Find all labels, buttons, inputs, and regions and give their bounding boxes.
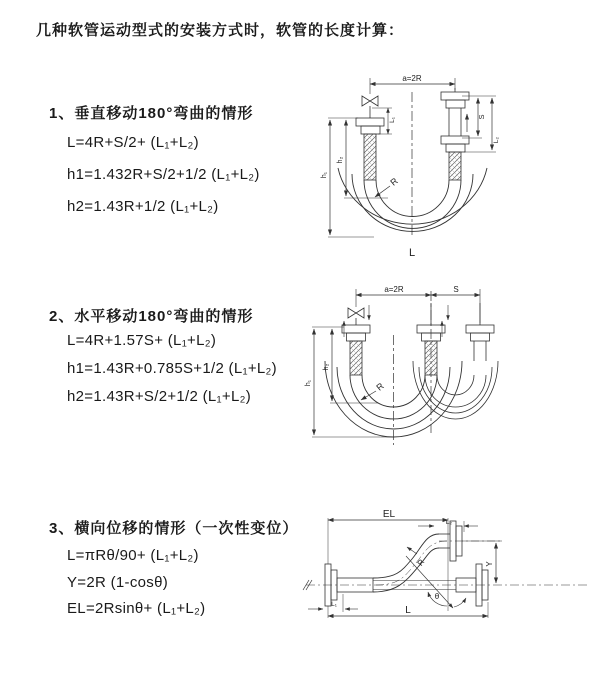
- page-title: 几种软管运动型式的安装方式时，软管的长度计算：: [36, 22, 405, 39]
- diagram-lateral-displacement: [298, 506, 598, 646]
- section1-heading: 1、垂直移动180°弯曲的情形: [49, 105, 254, 122]
- section3-formula-L: L=πRθ/90+ (L₁+L₂): [67, 547, 199, 564]
- dim-l2-label-3: L₂: [445, 519, 453, 526]
- section1-formula-h1: h1=1.432R+S/2+1/2 (L₁+L₂): [67, 166, 260, 183]
- radius-label-1: R: [388, 175, 400, 188]
- diagram-vertical-180-bend: [312, 70, 592, 262]
- diagram-horizontal-180-bend: [306, 283, 598, 463]
- radius-label-2: R: [374, 380, 386, 393]
- angle-theta-label-3: θ: [434, 592, 440, 601]
- dim-y-label-3: Y: [485, 561, 494, 567]
- section1-formula-L: L=4R+S/2+ (L₁+L₂): [67, 134, 199, 151]
- dim-s-label-2: S: [453, 285, 459, 294]
- dim-h2-label-2: h₂: [323, 363, 330, 371]
- dim-l1-label-3: L₁: [331, 601, 337, 608]
- section3-heading: 3、横向位移的情形（一次性变位）: [49, 520, 299, 537]
- section3-formula-EL: EL=2Rsinθ+ (L₁+L₂): [67, 600, 206, 617]
- dim-a2r-label-1: a=2R: [402, 74, 422, 83]
- section2-formula-h1: h1=1.43R+0.785S+1/2 (L₁+L₂): [67, 360, 277, 377]
- dim-a2r-label-2: a=2R: [384, 285, 404, 294]
- section1-formula-h2: h2=1.43R+1/2 (L₁+L₂): [67, 198, 219, 215]
- dim-h1-label-2: h₁: [305, 379, 312, 387]
- dim-l2-label-1: L₂: [493, 136, 500, 144]
- dim-s-label-1: S: [477, 114, 486, 120]
- length-label-3: L: [405, 605, 411, 616]
- dim-el-label-3: EL: [382, 509, 396, 520]
- section3-formula-Y: Y=2R (1-cosθ): [67, 574, 169, 591]
- dim-h2-label-1: h₂: [337, 156, 344, 164]
- dim-h1-label-1: h₁: [321, 171, 328, 179]
- section2-formula-L: L=4R+1.57S+ (L₁+L₂): [67, 332, 217, 349]
- radius-label-3: R: [415, 557, 427, 568]
- length-label-1: L: [408, 247, 416, 259]
- dim-l1-label-1: L₁: [389, 117, 396, 123]
- section2-heading: 2、水平移动180°弯曲的情形: [49, 308, 254, 325]
- section2-formula-h2: h2=1.43R+S/2+1/2 (L₁+L₂): [67, 388, 252, 405]
